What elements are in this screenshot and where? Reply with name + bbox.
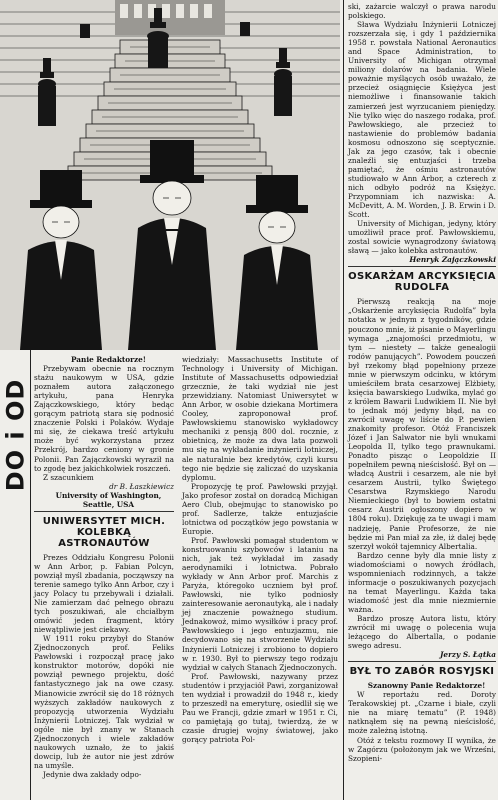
article-paragraph: University of Michigan, jedyny, który umożliwił prace prof. Pawłowskiemu, zostal sowicie wynagrodzony światową sławą — jako kolebka astronautów. bbox=[348, 219, 496, 256]
column-divider bbox=[30, 350, 31, 800]
column-divider bbox=[343, 0, 344, 800]
article-heading: BYŁ TO ZABÓR ROSYJSKI bbox=[349, 666, 495, 678]
article-paragraph: wiedziały: Massachusetts Institute of Technology i University of Michigan. Institute of Massachusetts odpowiedział grzecznie, że taki wydział nie jest przewidziany. Natomiast Uniwersytet w Ann Arbor, w osobie dziekana Mortimera Cooley, zaproponował prof. Pawłowskiemu stanowisko wykładowcy mechaniki z pensją 800 dol. rocznie, z obietnicą, że może za dwa lata pozwoli mu się na wykładanie inżynierii lotniczej, ale naturalnie bez kredytów, czyli kursu tego nie będzie się zaliczać do uzyskania dyplomu. bbox=[182, 355, 338, 482]
letter-salutation: Panie Redaktorze! bbox=[71, 355, 146, 364]
article-signature: Henryk Zajączkowski bbox=[409, 255, 496, 265]
article-signature: Jerzy S. Łątka bbox=[439, 650, 496, 660]
letter-salutation: Szanowny Panie Redaktorze! bbox=[367, 681, 486, 691]
letter-affiliation: University of Washington, bbox=[55, 490, 162, 500]
article-heading: OSKARŻAM ARCYKSIĘCIA RUDOLFA bbox=[348, 271, 496, 294]
article-paragraph: Bardzo cenne były dla mnie listy z wiadomościami o nowych źródłach, wspomnieniach rodzinnych, a także informacje o poszukiwanych pozycjach na temat Mayerlingu. Każda taka wiadomość jest dla mnie niezmiernie ważna. bbox=[348, 550, 496, 614]
article-paragraph: Sława Wydziału Inżynierii Lotniczej rozszerzała się, i gdy 1 października 1958 r. powstała National Aeronautics and Space Administration, to University of Michigan otrzymał miliony dolarów na badania. Wiele poważnie myślących osób uważało, że przecież osiągnięcie Księżyca jest niemożliwe i finansowanie takich zamierzeń jest wyrzucaniem pieniędzy. Nie tylko więc do naszego rodaka, prof. Pawłowskiego, ale przecież to nastawienie do problemów badania kosmosu odnoszono się sceptycznie. Jak za jego czasów, tak i obecnie znaleźli się entuzjaści i trzeba pamiętać, że ośmiu astronautów studiowało w Ann Arbor, a czterech z nich odbyło podróż na Księżyc. Przypomniam ich nazwiska: A. McDevitt, A. M. Worden, J. B. Erwin i D. Scott. bbox=[348, 20, 496, 220]
article-paragraph: Propozycję tę prof. Pawłowski przyjął. Jako profesor został on doradcą Michigan Aero Club, obejmując to stanowisko po prof. Sadlerze, także entuzjaście lotnictwa od początków jego powstania w Europie. bbox=[182, 481, 338, 536]
right-column bbox=[348, 2, 496, 763]
letter-paragraph: Przebywam obecnie na rocznym stażu naukowym w USA, gdzie poznałem autora załączonego artykułu, pana Henryka Zajączkowskiego, który bedąc gorącym patriotą stara się podnosić znaczenie Polski i Polaków. Wydaje mi się, że ciekawa treść artykułu może być wykorzystana przez Przekrój, bardzo ceniony w gronie Polonii. Pan Zajączkowski wyraził na to zgodę bez jakichkolwiek roszczeń. bbox=[34, 364, 174, 473]
article-heading: UNIWERSYTET MICH. KOLEBKĄ ASTRONAUTÓW bbox=[42, 515, 166, 549]
article-paragraph: W reportażu red. Doroty Terakowskiej pt. „Czarne i białe, czyli nie na miarę tematu” (P. 1948) natknąłem się na pewną nieścisłość, może zależną istotną. bbox=[348, 690, 496, 736]
letter-affiliation: Seattle, USA bbox=[82, 499, 135, 509]
article-paragraph: Otóż z tekstu rozmowy II wynika, że w Zagórzu (położonym jak we Wrześni, Szopieni- bbox=[348, 735, 496, 763]
article-paragraph: Jedynie dwa zakłady odpo- bbox=[43, 769, 142, 779]
article-paragraph: Prof. Pawłowski, nazywany przez studentów i przyjaciół Pawi, zorganizował ten wydział i prowadził do 1948 r., kiedy to przeszedł na emeryturę, osiedlił się we Pau we Francji, gdzie zmarł w 1951 r. Ci, co pamiętają go tutaj, twierdzą, że w czasie drugiej wojny światowej, jako gorący patriota Pol- bbox=[182, 671, 338, 744]
article-paragraph: Prezes Oddziału Kongresu Polonii w Ann Arbor, p. Fabian Polcyn, powziął myśl zbadania, począwszy na terenie samego tylko Ann Arbor, czy i jacy Polacy tu przebywali i działali. Nie zamierzam dać pełnego obrazu tych poszukiwań, ale chciałbym omówić jeden fragment, który niewątpliwie jest ciekawy. bbox=[34, 552, 174, 635]
engraving-illustration bbox=[0, 0, 340, 350]
article-university-col2 bbox=[182, 355, 338, 744]
article-paragraph: Prof. Pawłowski pomagał studentom w konstruowaniu szybowców i lataniu na nich, jak też wykładał im zasady aerodynamiki i lotnictwa. Pobrało wykłady w Ann Arbor prof. Marchis z Paryża, któregoko uczniem był prof. Pawłowski, nie tylko podniosły zainteresowanie aeronautyką, ale i nadały jej znaczenie poważnego studium. Jednakowoż, mimo wysiłków i pracy prof. Pawłowskiego i jego entuzjazmu, nie decydowano się na stworzenie Wydziału Inżynierii Lotniczej i zrobiono to dopiero w r. 1930. Był to pierwszy tego rodzaju wydział w całych Stanach Zjednoczonych. bbox=[182, 535, 338, 672]
article-paragraph: ski, zażarcie walczył o prawa narodu polskiego. bbox=[348, 2, 496, 21]
section-label: DO i OD bbox=[1, 378, 29, 492]
letter-left bbox=[34, 355, 174, 779]
article-paragraph: Pierwszą reakcją na moje „Oskarżenie arcyksięcia Rudolfa” była notatka w jednym z tygodników, gdzie pouczono mnie, iż pisanie o Mayerlingu wymaga „znajomości przedmiotu, w tym — niestety — także genealogii rodów panujących”. Powodem pouczeń był rzekomy błąd popełniony przeze mnie w pierwszym odcinku, w którym umieściłem brata cesarzowej Elżbiety, księcia bawarskiego Ludwika, mylać go z królem Bawarii Ludwikiem II. Nie był to jednak mój jedyny błąd, na co zwrócił uwagę w liście do P. pewien znakomity profesor. Otóż Franciszek Józef i Jan Salwator nie byli wnukami Leopolda II, tylko tego prawnukami. Ponadto pisząc o Leopoldzie II popełniłem pewną nieścisłość. Był on — władcą Austrii i cesarzem, ale nie był cesarzem Austrii, tylko Świętego Cesarstwa Rzymskiego Narodu Niemieckiego (był to bowiem ostatni cesarz Austrii ogłoszony dopiero w 1804 roku). Dziękuję za te uwagi i mam nadzieję, Panie Profesorze, że nie będzie mi Pan miał za złe, iż dalej będę szerzył wokół tajemnicy Albertalia. bbox=[348, 297, 496, 551]
article-paragraph: W 1911 roku przybył do Stanów Zjednoczonych prof. Feliks Pawłowski i rozpoczął pracę jako konstruktor motorów, dopóki nie powziął pewnego projektu, dość fantastycznego jak na owe czasy. Mianowicie zwrócił się do 18 różnych wyższych zakładów naukowych z propozycją utworzenia Wydziału Inżynierii Lotniczej. Tak wydział w ogóle nie był znany w Stanach Zjednoczonych i wiele zakładów naukowych uznało, że to jakiś dowcip, lub że autor nie jest zdrów na umyśle. bbox=[34, 634, 174, 770]
article-paragraph: Bardzo proszę Autora listu, który zwrócił mi uwagę o polecenia wuja leżącego do Albertalla, o podanie swego adresu. bbox=[348, 614, 496, 651]
letter-signature: dr B. Łaszkiewicz bbox=[109, 481, 174, 491]
letter-closing: Z szacunkiem bbox=[43, 472, 94, 482]
